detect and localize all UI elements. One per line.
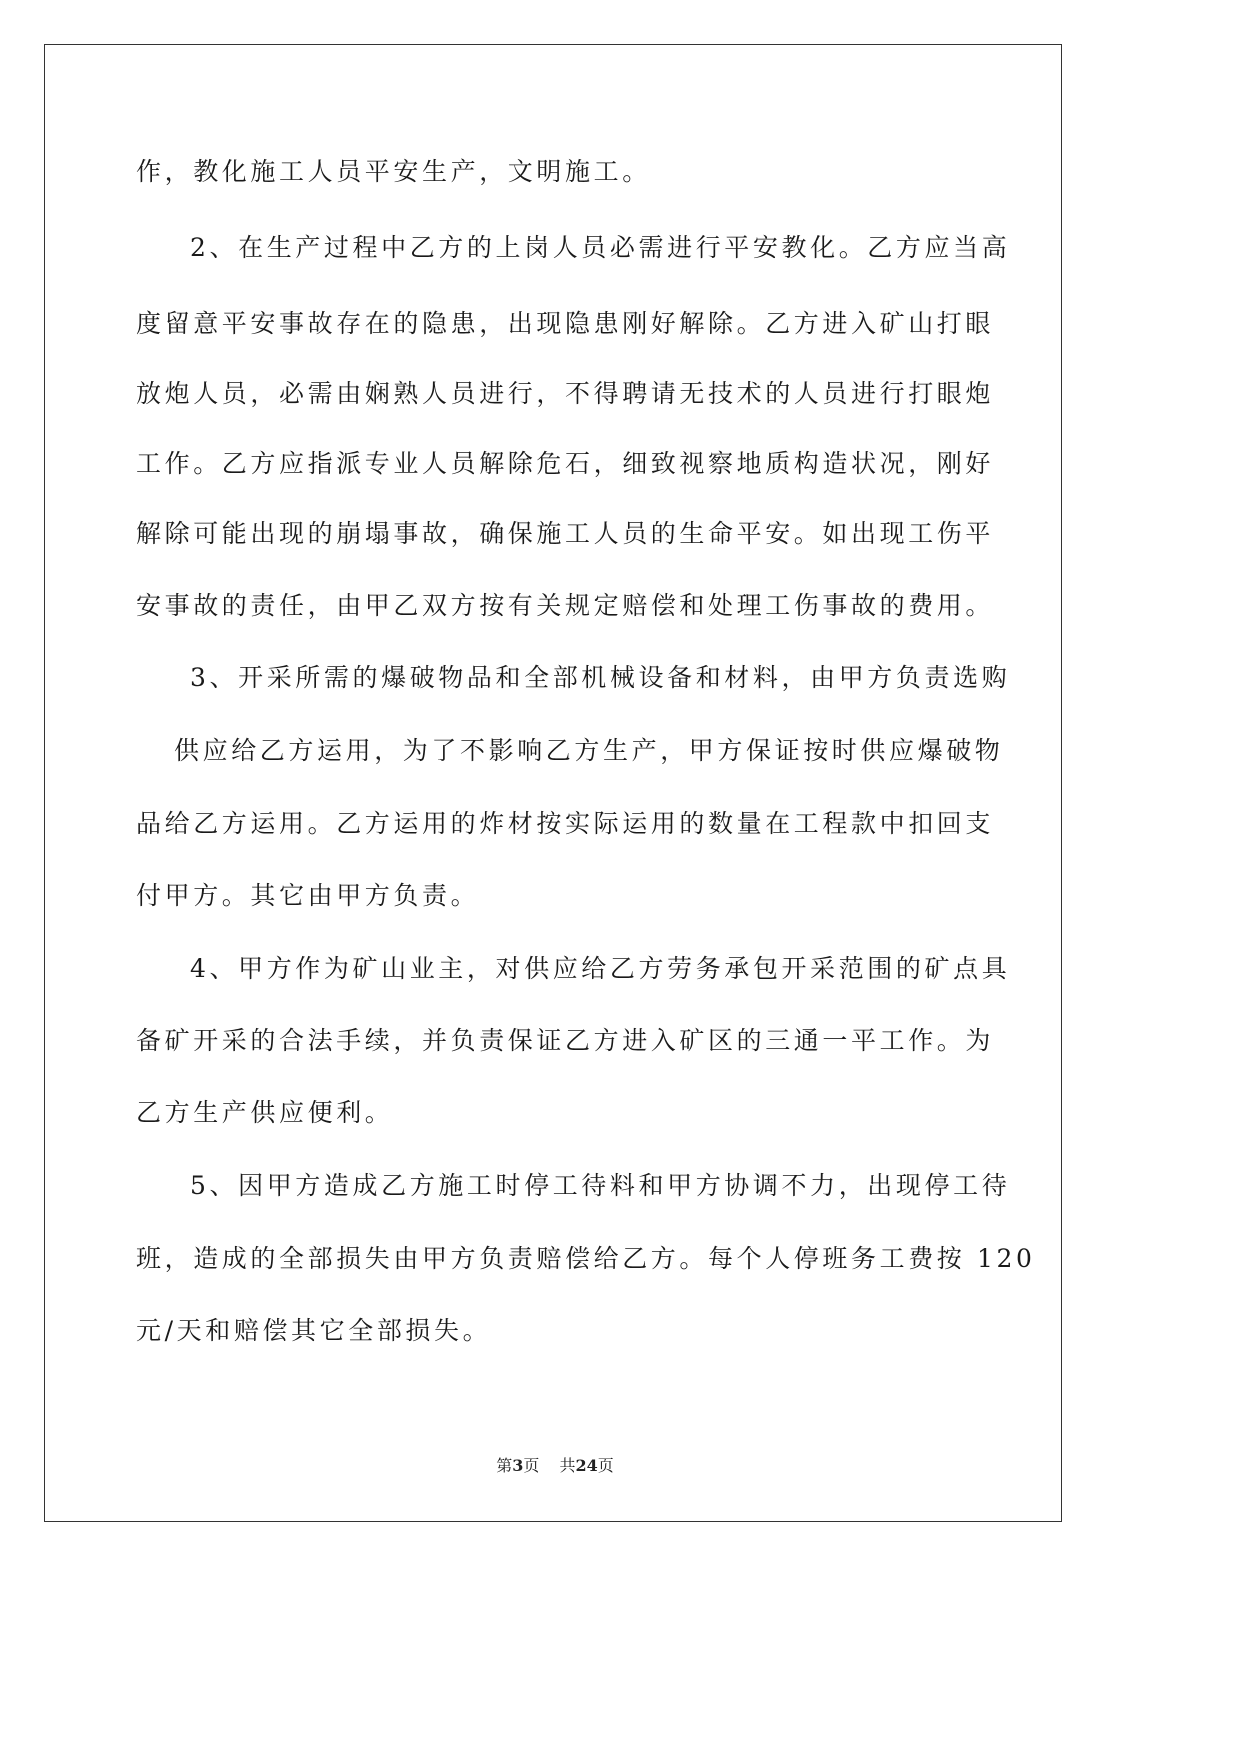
text-line: 工作。乙方应指派专业人员解除危石，细致视察地质构造状况，刚好 [136,449,995,478]
text-line: 解除可能出现的崩塌事故，确保施工人员的生命平安。如出现工伤平 [136,519,995,548]
total-prefix: 共 [559,1456,576,1475]
paragraph-5-line: 5、因甲方造成乙方施工时停工待料和甲方协调不力，出现停工待 [190,1171,1011,1200]
page-border [44,44,1062,1522]
paragraph-4-line: 4、甲方作为矿山业主，对供应给乙方劳务承包开采范围的矿点具 [190,954,1011,983]
total-pages: 24 [575,1456,598,1475]
page-number: 3 [512,1456,524,1475]
text-line: 放炮人员，必需由娴熟人员进行，不得聘请无技术的人员进行打眼炮 [136,379,995,408]
total-suffix: 页 [597,1456,614,1475]
text-line: 安事故的责任，由甲乙双方按有关规定赔偿和处理工伤事故的费用。 [136,591,995,620]
text-line: 供应给乙方运用，为了不影响乙方生产，甲方保证按时供应爆破物 [174,736,1004,765]
text-line: 备矿开采的合法手续，并负责保证乙方进入矿区的三通一平工作。为 [136,1026,995,1055]
text-line: 班，造成的全部损失由甲方负责赔偿给乙方。每个人停班务工费按 120 [136,1244,1036,1273]
text-line: 作，教化施工人员平安生产，文明施工。 [136,157,651,186]
text-line: 乙方生产供应便利。 [136,1098,394,1127]
page-footer [0,1456,1110,1476]
text-line: 度留意平安事故存在的隐患，出现隐患刚好解除。乙方进入矿山打眼 [136,309,995,338]
text-line: 付甲方。其它由甲方负责。 [136,881,480,910]
text-line: 品给乙方运用。乙方运用的炸材按实际运用的数量在工程款中扣回支 [136,809,995,838]
text-line: 元/天和赔偿其它全部损失。 [136,1316,492,1345]
page-prefix: 第 [496,1456,513,1475]
paragraph-2-line: 2、在生产过程中乙方的上岗人员必需进行平安教化。乙方应当高 [190,233,1011,262]
page-suffix: 页 [523,1456,540,1475]
paragraph-3-line: 3、开采所需的爆破物品和全部机械设备和材料，由甲方负责选购 [190,663,1011,692]
